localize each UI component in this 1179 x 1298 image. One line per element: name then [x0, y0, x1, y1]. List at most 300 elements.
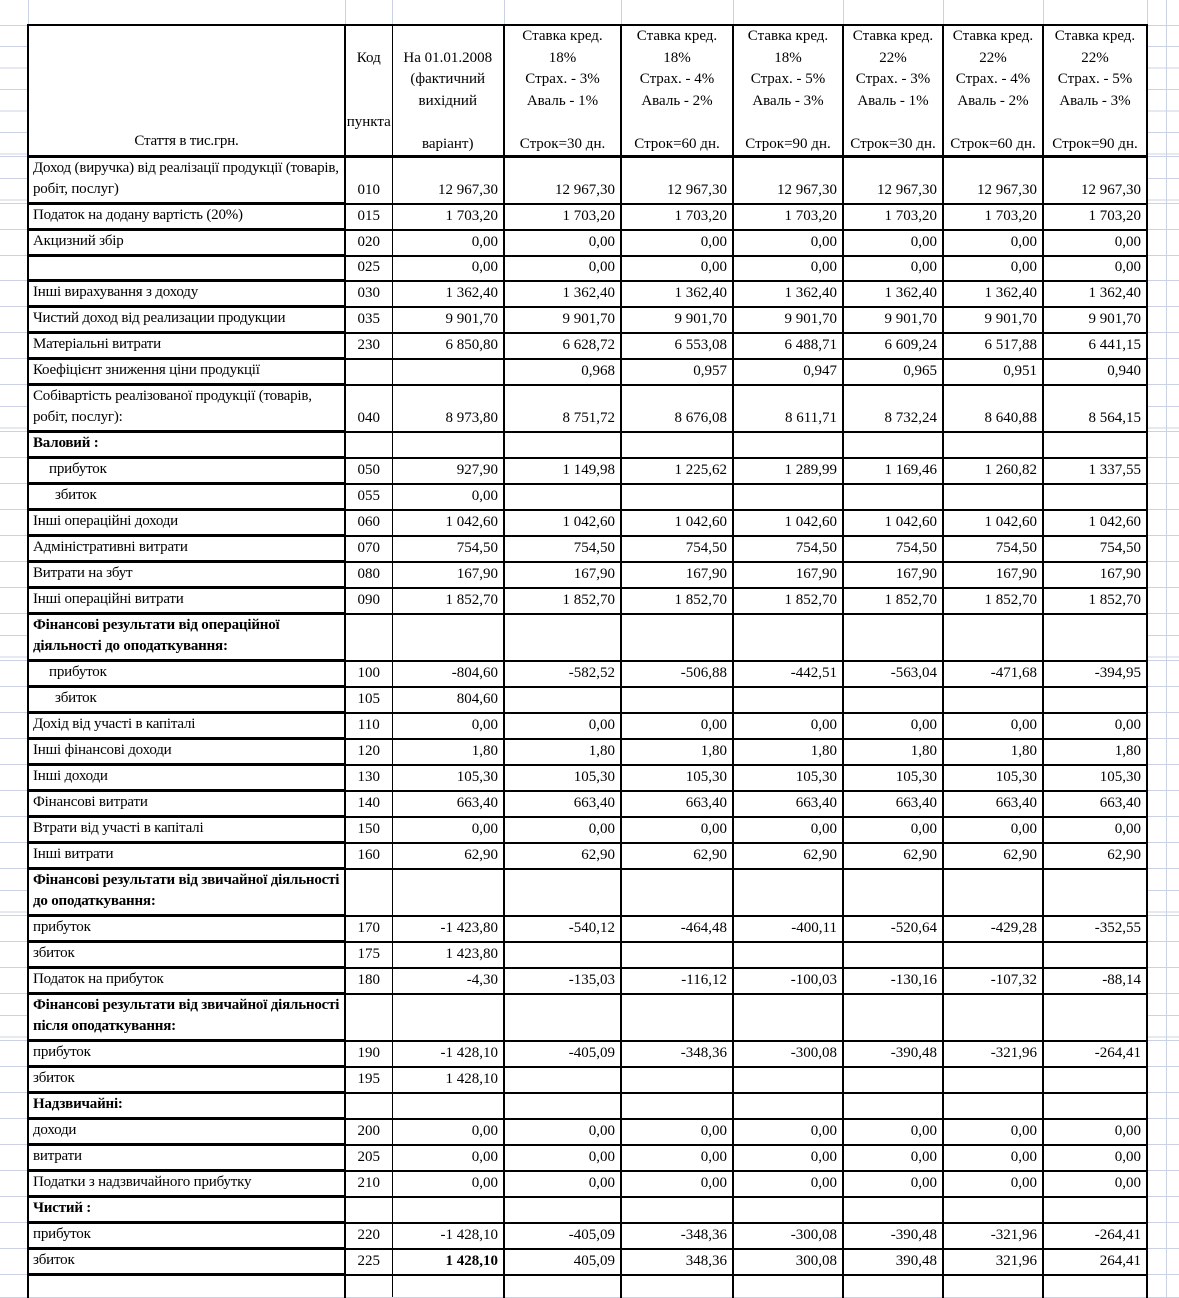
row-label-cell[interactable]: Інші витрати	[28, 843, 345, 869]
scenario-value-cell[interactable]: 663,40	[1043, 791, 1147, 817]
scenario-value-cell[interactable]: 0,00	[621, 713, 733, 739]
row-label-cell[interactable]: витрати	[28, 1145, 345, 1171]
scenario-value-cell[interactable]: 0,00	[843, 1171, 943, 1197]
scenario-value-cell[interactable]: -540,12	[504, 916, 621, 942]
scenario-value-cell[interactable]: 8 611,71	[733, 385, 843, 432]
scenario-value-cell[interactable]: 321,96	[943, 1249, 1043, 1275]
scenario-value-cell[interactable]: -520,64	[843, 916, 943, 942]
base-value-cell[interactable]: 12 967,30	[392, 157, 504, 204]
scenario-value-cell[interactable]	[1043, 994, 1147, 1041]
scenario-value-cell[interactable]: 1 852,70	[1043, 588, 1147, 614]
row-code-cell[interactable]: 010	[345, 157, 392, 204]
scenario-value-cell[interactable]: 1 852,70	[621, 588, 733, 614]
base-value-cell[interactable]: 804,60	[392, 687, 504, 713]
scenario-value-cell[interactable]	[943, 1093, 1043, 1119]
scenario-value-cell[interactable]: 0,957	[621, 359, 733, 385]
row-label-cell[interactable]: Акцизний збір	[28, 230, 345, 256]
scenario-value-cell[interactable]: 8 676,08	[621, 385, 733, 432]
row-code-cell[interactable]: 230	[345, 333, 392, 359]
scenario-value-cell[interactable]: 0,00	[621, 1145, 733, 1171]
row-code-cell[interactable]: 030	[345, 281, 392, 307]
scenario-value-cell[interactable]: 663,40	[504, 791, 621, 817]
scenario-value-cell[interactable]: 1,80	[733, 739, 843, 765]
base-value-cell[interactable]	[392, 359, 504, 385]
scenario-value-cell[interactable]: 0,947	[733, 359, 843, 385]
scenario-value-cell[interactable]: 0,00	[843, 713, 943, 739]
scenario-value-cell[interactable]: 0,00	[943, 1171, 1043, 1197]
scenario-value-cell[interactable]: 1 362,40	[843, 281, 943, 307]
scenario-value-cell[interactable]: 390,48	[843, 1249, 943, 1275]
scenario-value-cell[interactable]: 0,00	[843, 256, 943, 281]
scenario-value-cell[interactable]	[943, 1275, 1043, 1298]
row-label-cell[interactable]: збиток	[28, 1249, 345, 1275]
row-code-cell[interactable]: 090	[345, 588, 392, 614]
scenario-value-cell[interactable]: -352,55	[1043, 916, 1147, 942]
row-code-cell[interactable]: 120	[345, 739, 392, 765]
scenario-value-cell[interactable]: 1,80	[504, 739, 621, 765]
scenario-value-cell[interactable]	[1043, 1197, 1147, 1223]
scenario-value-cell[interactable]: 6 441,15	[1043, 333, 1147, 359]
scenario-value-cell[interactable]	[843, 614, 943, 661]
scenario-value-cell[interactable]	[733, 484, 843, 510]
row-code-cell[interactable]	[345, 1093, 392, 1119]
row-code-cell[interactable]: 175	[345, 942, 392, 968]
scenario-value-cell[interactable]: 1 362,40	[733, 281, 843, 307]
scenario-value-cell[interactable]	[621, 1197, 733, 1223]
scenario-value-cell[interactable]	[843, 687, 943, 713]
row-code-cell[interactable]	[345, 432, 392, 458]
scenario-value-cell[interactable]	[1043, 614, 1147, 661]
scenario-value-cell[interactable]	[943, 687, 1043, 713]
scenario-value-cell[interactable]: 0,00	[843, 1145, 943, 1171]
scenario-value-cell[interactable]: -471,68	[943, 661, 1043, 687]
row-code-cell[interactable]: 140	[345, 791, 392, 817]
base-value-cell[interactable]: 754,50	[392, 536, 504, 562]
scenario-value-cell[interactable]: 62,90	[504, 843, 621, 869]
base-value-cell[interactable]: 1 428,10	[392, 1249, 504, 1275]
scenario-value-cell[interactable]: 0,00	[733, 1119, 843, 1145]
scenario-value-cell[interactable]	[504, 1093, 621, 1119]
scenario-value-cell[interactable]: 1 042,60	[504, 510, 621, 536]
scenario-value-cell[interactable]: -390,48	[843, 1223, 943, 1249]
scenario-value-cell[interactable]: 0,00	[621, 817, 733, 843]
scenario-value-cell[interactable]	[943, 942, 1043, 968]
row-label-cell[interactable]: Фінансові результати від звичайної діяльності після оподаткування:	[28, 994, 345, 1041]
base-value-cell[interactable]: 1 852,70	[392, 588, 504, 614]
scenario-value-cell[interactable]: 754,50	[943, 536, 1043, 562]
scenario-value-cell[interactable]: 0,00	[504, 230, 621, 256]
row-label-cell[interactable]: Податки з надзвичайного прибутку	[28, 1171, 345, 1197]
scenario-value-cell[interactable]	[504, 1197, 621, 1223]
scenario-value-cell[interactable]: 1 362,40	[1043, 281, 1147, 307]
row-code-cell[interactable]: 190	[345, 1041, 392, 1067]
base-value-cell[interactable]: 9 901,70	[392, 307, 504, 333]
row-label-cell[interactable]: Фінансові результати від операційної діяльності до оподаткування:	[28, 614, 345, 661]
base-value-cell[interactable]: 663,40	[392, 791, 504, 817]
scenario-value-cell[interactable]: 0,00	[621, 1171, 733, 1197]
scenario-value-cell[interactable]: 9 901,70	[504, 307, 621, 333]
scenario-value-cell[interactable]: 0,00	[943, 230, 1043, 256]
scenario-value-cell[interactable]	[943, 1067, 1043, 1093]
row-label-cell[interactable]: Чистий :	[28, 1197, 345, 1223]
row-code-cell[interactable]: 220	[345, 1223, 392, 1249]
base-value-cell[interactable]: 927,90	[392, 458, 504, 484]
base-value-cell[interactable]: 1 042,60	[392, 510, 504, 536]
row-code-cell[interactable]: 025	[345, 256, 392, 281]
scenario-value-cell[interactable]	[1043, 687, 1147, 713]
scenario-header-cell[interactable]	[504, 25, 621, 157]
scenario-value-cell[interactable]: 6 517,88	[943, 333, 1043, 359]
base-value-cell[interactable]: 1 362,40	[392, 281, 504, 307]
scenario-value-cell[interactable]: 105,30	[733, 765, 843, 791]
scenario-value-cell[interactable]: 1 289,99	[733, 458, 843, 484]
base-value-cell[interactable]: 1 423,80	[392, 942, 504, 968]
row-code-cell[interactable]: 080	[345, 562, 392, 588]
base-value-cell[interactable]	[392, 994, 504, 1041]
scenario-value-cell[interactable]	[733, 942, 843, 968]
scenario-value-cell[interactable]: 6 553,08	[621, 333, 733, 359]
base-value-cell[interactable]: 8 973,80	[392, 385, 504, 432]
row-code-cell[interactable]: 055	[345, 484, 392, 510]
scenario-value-cell[interactable]: 0,00	[943, 1145, 1043, 1171]
scenario-value-cell[interactable]: 1,80	[943, 739, 1043, 765]
base-value-cell[interactable]: 1,80	[392, 739, 504, 765]
scenario-value-cell[interactable]: 105,30	[843, 765, 943, 791]
scenario-value-cell[interactable]: 9 901,70	[843, 307, 943, 333]
scenario-value-cell[interactable]: 1 703,20	[621, 204, 733, 230]
scenario-value-cell[interactable]	[621, 1067, 733, 1093]
scenario-value-cell[interactable]: 0,00	[621, 256, 733, 281]
row-label-cell[interactable]: Фінансові результати від звичайної діяльності до оподаткування:	[28, 869, 345, 916]
row-code-cell[interactable]: 070	[345, 536, 392, 562]
row-code-cell[interactable]	[345, 994, 392, 1041]
scenario-value-cell[interactable]	[621, 1093, 733, 1119]
scenario-value-cell[interactable]: -442,51	[733, 661, 843, 687]
scenario-value-cell[interactable]: 0,951	[943, 359, 1043, 385]
row-label-cell[interactable]: Інші операційні витрати	[28, 588, 345, 614]
base-value-cell[interactable]	[392, 869, 504, 916]
scenario-value-cell[interactable]	[733, 614, 843, 661]
scenario-value-cell[interactable]: 0,00	[733, 230, 843, 256]
scenario-value-cell[interactable]: 0,00	[843, 230, 943, 256]
row-label-cell[interactable]: збиток	[28, 484, 345, 510]
row-code-cell[interactable]: 205	[345, 1145, 392, 1171]
scenario-value-cell[interactable]: 12 967,30	[943, 157, 1043, 204]
base-value-cell[interactable]: -1 428,10	[392, 1223, 504, 1249]
scenario-value-cell[interactable]	[733, 1093, 843, 1119]
scenario-value-cell[interactable]: -390,48	[843, 1041, 943, 1067]
base-value-cell[interactable]: -4,30	[392, 968, 504, 994]
row-label-cell[interactable]: прибуток	[28, 1223, 345, 1249]
scenario-value-cell[interactable]	[843, 1067, 943, 1093]
scenario-value-cell[interactable]: 1 362,40	[621, 281, 733, 307]
scenario-value-cell[interactable]: -116,12	[621, 968, 733, 994]
scenario-value-cell[interactable]: 0,00	[943, 1119, 1043, 1145]
row-label-cell[interactable]: Інші доходи	[28, 765, 345, 791]
scenario-value-cell[interactable]	[843, 484, 943, 510]
scenario-value-cell[interactable]	[943, 869, 1043, 916]
row-code-cell[interactable]: 040	[345, 385, 392, 432]
scenario-value-cell[interactable]: 754,50	[1043, 536, 1147, 562]
scenario-value-cell[interactable]	[504, 1275, 621, 1298]
base-value-cell[interactable]: 0,00	[392, 1119, 504, 1145]
scenario-value-cell[interactable]: 0,00	[733, 1145, 843, 1171]
scenario-value-cell[interactable]	[621, 614, 733, 661]
scenario-value-cell[interactable]: 167,90	[1043, 562, 1147, 588]
row-label-cell[interactable]: Фінансові витрати	[28, 791, 345, 817]
base-value-cell[interactable]: 0,00	[392, 256, 504, 281]
scenario-value-cell[interactable]: 1 042,60	[1043, 510, 1147, 536]
row-label-cell[interactable]: збиток	[28, 1067, 345, 1093]
row-label-cell[interactable]: Втрати від участі в капіталі	[28, 817, 345, 843]
base-value-cell[interactable]	[392, 1093, 504, 1119]
scenario-value-cell[interactable]	[504, 994, 621, 1041]
row-label-cell[interactable]: Доход (виручка) від реалізації продукції (товарів, робіт, послуг)	[28, 157, 345, 204]
scenario-value-cell[interactable]: 0,00	[1043, 713, 1147, 739]
row-code-cell[interactable]: 225	[345, 1249, 392, 1275]
scenario-value-cell[interactable]: -300,08	[733, 1041, 843, 1067]
scenario-value-cell[interactable]: 167,90	[843, 562, 943, 588]
scenario-value-cell[interactable]	[504, 687, 621, 713]
scenario-value-cell[interactable]: 8 732,24	[843, 385, 943, 432]
scenario-value-cell[interactable]	[733, 1275, 843, 1298]
scenario-value-cell[interactable]	[504, 1067, 621, 1093]
scenario-value-cell[interactable]	[733, 687, 843, 713]
row-label-cell[interactable]: збиток	[28, 687, 345, 713]
scenario-value-cell[interactable]: -394,95	[1043, 661, 1147, 687]
scenario-value-cell[interactable]: 12 967,30	[504, 157, 621, 204]
scenario-value-cell[interactable]: -429,28	[943, 916, 1043, 942]
scenario-value-cell[interactable]: 9 901,70	[943, 307, 1043, 333]
base-value-cell[interactable]: 0,00	[392, 817, 504, 843]
row-label-cell[interactable]: прибуток	[28, 1041, 345, 1067]
scenario-value-cell[interactable]	[843, 1093, 943, 1119]
scenario-value-cell[interactable]: 0,00	[1043, 230, 1147, 256]
scenario-value-cell[interactable]: 1 260,82	[943, 458, 1043, 484]
scenario-value-cell[interactable]: -264,41	[1043, 1223, 1147, 1249]
row-code-cell[interactable]: 015	[345, 204, 392, 230]
base-value-cell[interactable]: 1 703,20	[392, 204, 504, 230]
scenario-value-cell[interactable]: 1 042,60	[843, 510, 943, 536]
scenario-value-cell[interactable]: -130,16	[843, 968, 943, 994]
scenario-value-cell[interactable]: 264,41	[1043, 1249, 1147, 1275]
row-label-cell[interactable]: Податок на додану вартість (20%)	[28, 204, 345, 230]
scenario-value-cell[interactable]: 0,00	[504, 1145, 621, 1171]
base-value-cell[interactable]: 105,30	[392, 765, 504, 791]
scenario-value-cell[interactable]	[621, 942, 733, 968]
scenario-value-cell[interactable]: 0,00	[1043, 1171, 1147, 1197]
scenario-value-cell[interactable]: 8 751,72	[504, 385, 621, 432]
scenario-value-cell[interactable]: 0,00	[1043, 256, 1147, 281]
base-value-cell[interactable]: 1 428,10	[392, 1067, 504, 1093]
scenario-value-cell[interactable]: 405,09	[504, 1249, 621, 1275]
scenario-value-cell[interactable]: 0,00	[843, 817, 943, 843]
scenario-value-cell[interactable]: 0,00	[733, 817, 843, 843]
scenario-value-cell[interactable]: 9 901,70	[1043, 307, 1147, 333]
scenario-value-cell[interactable]: 0,00	[1043, 1119, 1147, 1145]
scenario-value-cell[interactable]: 12 967,30	[621, 157, 733, 204]
scenario-value-cell[interactable]	[504, 869, 621, 916]
row-label-cell[interactable]: збиток	[28, 942, 345, 968]
row-code-cell[interactable]: 100	[345, 661, 392, 687]
scenario-value-cell[interactable]	[1043, 484, 1147, 510]
scenario-value-cell[interactable]: 754,50	[843, 536, 943, 562]
scenario-value-cell[interactable]	[843, 869, 943, 916]
scenario-value-cell[interactable]: 0,00	[504, 1119, 621, 1145]
row-code-cell[interactable]: 105	[345, 687, 392, 713]
scenario-value-cell[interactable]: 167,90	[621, 562, 733, 588]
row-code-cell[interactable]: 170	[345, 916, 392, 942]
scenario-value-cell[interactable]: 105,30	[943, 765, 1043, 791]
row-code-cell[interactable]	[345, 1197, 392, 1223]
scenario-value-cell[interactable]: -107,32	[943, 968, 1043, 994]
code-header-cell[interactable]	[345, 25, 392, 157]
base-value-cell[interactable]: 0,00	[392, 1145, 504, 1171]
base-value-cell[interactable]	[392, 614, 504, 661]
scenario-value-cell[interactable]: 1 703,20	[843, 204, 943, 230]
scenario-value-cell[interactable]	[943, 432, 1043, 458]
scenario-value-cell[interactable]: 0,00	[504, 713, 621, 739]
scenario-value-cell[interactable]: 1,80	[621, 739, 733, 765]
scenario-value-cell[interactable]: 105,30	[1043, 765, 1147, 791]
scenario-value-cell[interactable]: -264,41	[1043, 1041, 1147, 1067]
scenario-value-cell[interactable]	[733, 432, 843, 458]
scenario-value-cell[interactable]: 9 901,70	[733, 307, 843, 333]
scenario-value-cell[interactable]	[621, 994, 733, 1041]
scenario-value-cell[interactable]: -300,08	[733, 1223, 843, 1249]
scenario-value-cell[interactable]: 754,50	[733, 536, 843, 562]
row-label-cell[interactable]: Витрати на збут	[28, 562, 345, 588]
scenario-value-cell[interactable]: 0,00	[504, 817, 621, 843]
row-label-cell[interactable]: Дохід від участі в капіталі	[28, 713, 345, 739]
scenario-value-cell[interactable]: 663,40	[621, 791, 733, 817]
article-header-cell[interactable]	[28, 25, 345, 157]
scenario-value-cell[interactable]: -400,11	[733, 916, 843, 942]
scenario-value-cell[interactable]: 1 149,98	[504, 458, 621, 484]
base-value-cell[interactable]: -804,60	[392, 661, 504, 687]
row-code-cell[interactable]	[345, 1275, 392, 1298]
scenario-value-cell[interactable]	[943, 484, 1043, 510]
row-label-cell[interactable]: прибуток	[28, 661, 345, 687]
scenario-value-cell[interactable]	[621, 869, 733, 916]
row-label-cell[interactable]: Коефіцієнт зниження ціни продукції	[28, 359, 345, 385]
scenario-value-cell[interactable]: 9 901,70	[621, 307, 733, 333]
scenario-value-cell[interactable]	[504, 614, 621, 661]
scenario-value-cell[interactable]: 0,00	[504, 256, 621, 281]
scenario-value-cell[interactable]: 8 564,15	[1043, 385, 1147, 432]
row-code-cell[interactable]: 195	[345, 1067, 392, 1093]
scenario-value-cell[interactable]	[1043, 432, 1147, 458]
scenario-value-cell[interactable]: -582,52	[504, 661, 621, 687]
row-label-cell[interactable]: Адміністративні витрати	[28, 536, 345, 562]
scenario-value-cell[interactable]: 8 640,88	[943, 385, 1043, 432]
scenario-value-cell[interactable]: 1 362,40	[504, 281, 621, 307]
row-code-cell[interactable]: 130	[345, 765, 392, 791]
scenario-value-cell[interactable]: 754,50	[504, 536, 621, 562]
scenario-value-cell[interactable]: 0,00	[943, 817, 1043, 843]
scenario-value-cell[interactable]	[621, 484, 733, 510]
scenario-header-cell[interactable]	[1043, 25, 1147, 157]
scenario-value-cell[interactable]	[1043, 1093, 1147, 1119]
scenario-value-cell[interactable]: 1 703,20	[943, 204, 1043, 230]
row-code-cell[interactable]: 200	[345, 1119, 392, 1145]
scenario-value-cell[interactable]: 167,90	[504, 562, 621, 588]
scenario-value-cell[interactable]: 1 852,70	[843, 588, 943, 614]
scenario-value-cell[interactable]: 0,00	[843, 1119, 943, 1145]
row-code-cell[interactable]: 180	[345, 968, 392, 994]
base-header-cell[interactable]	[392, 25, 504, 157]
scenario-value-cell[interactable]: 1 703,20	[1043, 204, 1147, 230]
scenario-header-cell[interactable]	[843, 25, 943, 157]
scenario-value-cell[interactable]: -321,96	[943, 1223, 1043, 1249]
scenario-header-cell[interactable]	[621, 25, 733, 157]
scenario-value-cell[interactable]	[843, 432, 943, 458]
scenario-value-cell[interactable]	[943, 1197, 1043, 1223]
scenario-value-cell[interactable]	[733, 1197, 843, 1223]
row-code-cell[interactable]	[345, 614, 392, 661]
scenario-value-cell[interactable]: 0,00	[943, 256, 1043, 281]
row-label-cell[interactable]: Чистий доход від реализации продукции	[28, 307, 345, 333]
scenario-value-cell[interactable]: 6 628,72	[504, 333, 621, 359]
base-value-cell[interactable]: 0,00	[392, 230, 504, 256]
scenario-value-cell[interactable]	[943, 614, 1043, 661]
base-value-cell[interactable]: 0,00	[392, 713, 504, 739]
scenario-value-cell[interactable]: 12 967,30	[843, 157, 943, 204]
scenario-value-cell[interactable]	[1043, 942, 1147, 968]
row-label-cell[interactable]: Інші вирахування з доходу	[28, 281, 345, 307]
row-code-cell[interactable]: 050	[345, 458, 392, 484]
scenario-header-cell[interactable]	[733, 25, 843, 157]
scenario-value-cell[interactable]: 1 042,60	[733, 510, 843, 536]
row-code-cell[interactable]: 020	[345, 230, 392, 256]
base-value-cell[interactable]	[392, 432, 504, 458]
scenario-value-cell[interactable]: 0,00	[1043, 817, 1147, 843]
scenario-value-cell[interactable]: 12 967,30	[1043, 157, 1147, 204]
scenario-value-cell[interactable]: 0,00	[621, 1119, 733, 1145]
scenario-value-cell[interactable]	[621, 432, 733, 458]
scenario-value-cell[interactable]: 0,968	[504, 359, 621, 385]
row-code-cell[interactable]	[345, 359, 392, 385]
row-code-cell[interactable]: 160	[345, 843, 392, 869]
scenario-value-cell[interactable]: -88,14	[1043, 968, 1147, 994]
scenario-value-cell[interactable]: 1 852,70	[943, 588, 1043, 614]
row-label-cell[interactable]: Надзвичайні:	[28, 1093, 345, 1119]
base-value-cell[interactable]: 62,90	[392, 843, 504, 869]
scenario-value-cell[interactable]	[621, 687, 733, 713]
scenario-value-cell[interactable]: 0,00	[504, 1171, 621, 1197]
scenario-value-cell[interactable]	[843, 1275, 943, 1298]
scenario-value-cell[interactable]: 1 703,20	[733, 204, 843, 230]
row-label-cell[interactable]: доходи	[28, 1119, 345, 1145]
scenario-value-cell[interactable]: 663,40	[943, 791, 1043, 817]
scenario-value-cell[interactable]	[621, 1275, 733, 1298]
row-code-cell[interactable]: 210	[345, 1171, 392, 1197]
scenario-value-cell[interactable]: -464,48	[621, 916, 733, 942]
scenario-value-cell[interactable]: 105,30	[504, 765, 621, 791]
row-label-cell[interactable]	[28, 256, 345, 281]
scenario-value-cell[interactable]	[1043, 1067, 1147, 1093]
row-label-cell[interactable]: Валовий :	[28, 432, 345, 458]
scenario-value-cell[interactable]: 6 609,24	[843, 333, 943, 359]
scenario-header-cell[interactable]	[943, 25, 1043, 157]
row-label-cell[interactable]: Інші фінансові доходи	[28, 739, 345, 765]
scenario-value-cell[interactable]: 167,90	[733, 562, 843, 588]
scenario-value-cell[interactable]	[733, 994, 843, 1041]
scenario-value-cell[interactable]: -506,88	[621, 661, 733, 687]
scenario-value-cell[interactable]: 1 703,20	[504, 204, 621, 230]
scenario-value-cell[interactable]: 754,50	[621, 536, 733, 562]
row-label-cell[interactable]: Інші операційні доходи	[28, 510, 345, 536]
